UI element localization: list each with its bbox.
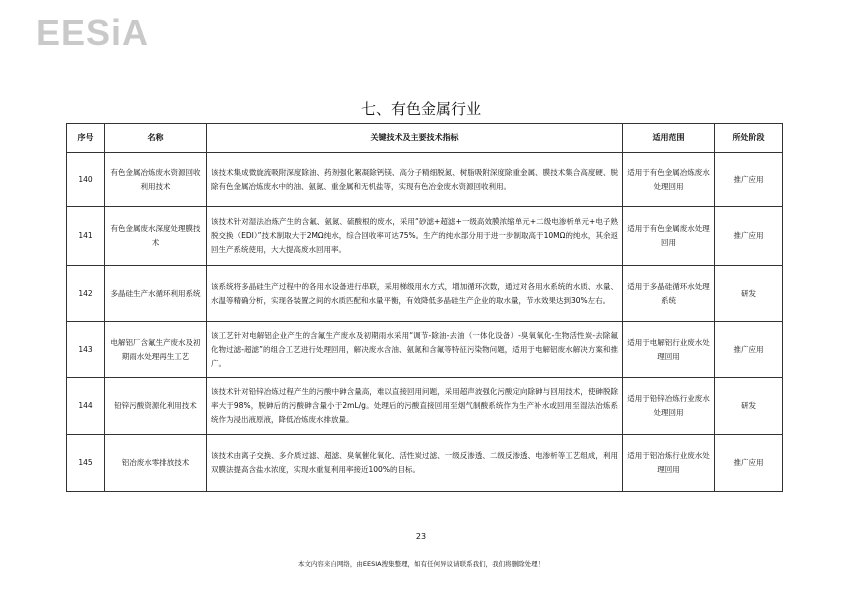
technology-table [66, 123, 783, 492]
table-row [67, 153, 783, 207]
table-header-row [67, 124, 783, 153]
tech-stage: 研发 [715, 378, 783, 435]
table-row [67, 207, 783, 266]
tech-scope: 适用于有色金属废水处理回用 [623, 207, 715, 266]
header-scope: 适用范围 [623, 124, 715, 153]
tech-scope: 适用于电解铝行业废水处理回用 [623, 322, 715, 378]
tech-description: 该技术集成微旋流吸附深度除油、药剂强化絮凝除钙镁、高分子精细脱氮、树脂吸附深度除重金属、膜技术集合高度硬、脱除有色金属冶炼废水中的油、氨氮、重金属和无机盐等，实现有色冶金废水资源回收利用。 [207, 153, 623, 207]
tech-name: 有色金属废水深度处理膜技术 [105, 207, 207, 266]
row-number: 140 [67, 153, 105, 207]
tech-name: 多晶硅生产水循环利用系统 [105, 266, 207, 322]
row-number: 144 [67, 378, 105, 435]
table-row [67, 378, 783, 435]
row-number: 143 [67, 322, 105, 378]
tech-name: 有色金属冶炼废水资源回收利用技术 [105, 153, 207, 207]
tech-stage: 推广应用 [715, 153, 783, 207]
header-stage: 所处阶段 [715, 124, 783, 153]
row-number: 141 [67, 207, 105, 266]
table-row [67, 435, 783, 492]
row-number: 142 [67, 266, 105, 322]
tech-scope: 适用于多晶硅循环水处理系统 [623, 266, 715, 322]
header-name: 名称 [105, 124, 207, 153]
eesia-logo: EESiA [36, 12, 150, 53]
tech-description: 该系统将多晶硅生产过程中的各用水设备进行串联，采用梯级用水方式，增加循环次数，通过对各用水系统的水质、水量、水温等精确分析，实现各装置之间的水质匹配和水量平衡，有效降低多晶硅生产企业的取水量，节水效果达到30%左右。 [207, 266, 623, 322]
tech-scope: 适用于有色金属冶炼废水处理回用 [623, 153, 715, 207]
tech-name: 铅锌污酸资源化利用技术 [105, 378, 207, 435]
tech-scope: 适用于铝冶炼行业废水处理回用 [623, 435, 715, 492]
table-row [67, 266, 783, 322]
tech-stage: 推广应用 [715, 322, 783, 378]
header-serial: 序号 [67, 124, 105, 153]
table-row [67, 322, 783, 378]
tech-name: 铝冶废水零排放技术 [105, 435, 207, 492]
tech-stage: 推广应用 [715, 207, 783, 266]
tech-description: 该技术针对湿法冶炼产生的含氟、氨氮、硫酸根的废水，采用“砂滤+超滤+一级高效膜浓缩单元+二级电渗析单元+电子熟脱交换（EDI）”技术制取大于2MΩ纯水，综合回收率可达75%。生产的纯水部分用于进一步制取高于10MΩ的纯水，其余返回生产系统使用，大大提高废水回用率。 [207, 207, 623, 266]
header-key-tech: 关键技术及主要技术指标 [207, 124, 623, 153]
tech-stage: 研发 [715, 266, 783, 322]
section-title: 七、有色金属行业 [360, 100, 481, 118]
row-number: 145 [67, 435, 105, 492]
page-number: 23 [415, 532, 427, 541]
tech-stage: 推广应用 [715, 435, 783, 492]
tech-description: 该技术由离子交换、多介质过滤、超滤、臭氧催化氧化、活性炭过滤、一级反渗透、二级反渗透、电渗析等工艺组成，利用双膜法提高含盐水浓度，实现水重复利用率接近100%的目标。 [207, 435, 623, 492]
tech-description: 该技术针对铅锌冶炼过程产生的污酸中砷含量高，难以直接回用问题，采用超声波强化污酸定向除砷与回用技术，使砷脱除率大于98%，脱砷后的污酸砷含量小于2mL/g。处理后的污酸直接回用至烟气制酸系统作为生产补水或回用至湿法冶炼系统作为浸出液原液，降低冶炼废水排放量。 [207, 378, 623, 435]
tech-scope: 适用于铅锌冶炼行业废水处理回用 [623, 378, 715, 435]
tech-description: 该工艺针对电解铝企业产生的含氟生产废水及初期雨水采用“调节-除油-去油（一体化设备）-臭氧氧化-生物活性炭-去除氟化物过滤-超滤”的组合工艺进行处理回用，解决废水含油、氨氮和含氟等特征污染物问题，适用于电解铝废水解决方案和推广。 [207, 322, 623, 378]
tech-name: 电解铝厂含氟生产废水及初期雨水处理再生工艺 [105, 322, 207, 378]
footer-note: 本文内容来自网络，由EESIA搜集整理，如有任何异议请联系我们，我们将删除处理！ [297, 560, 545, 568]
